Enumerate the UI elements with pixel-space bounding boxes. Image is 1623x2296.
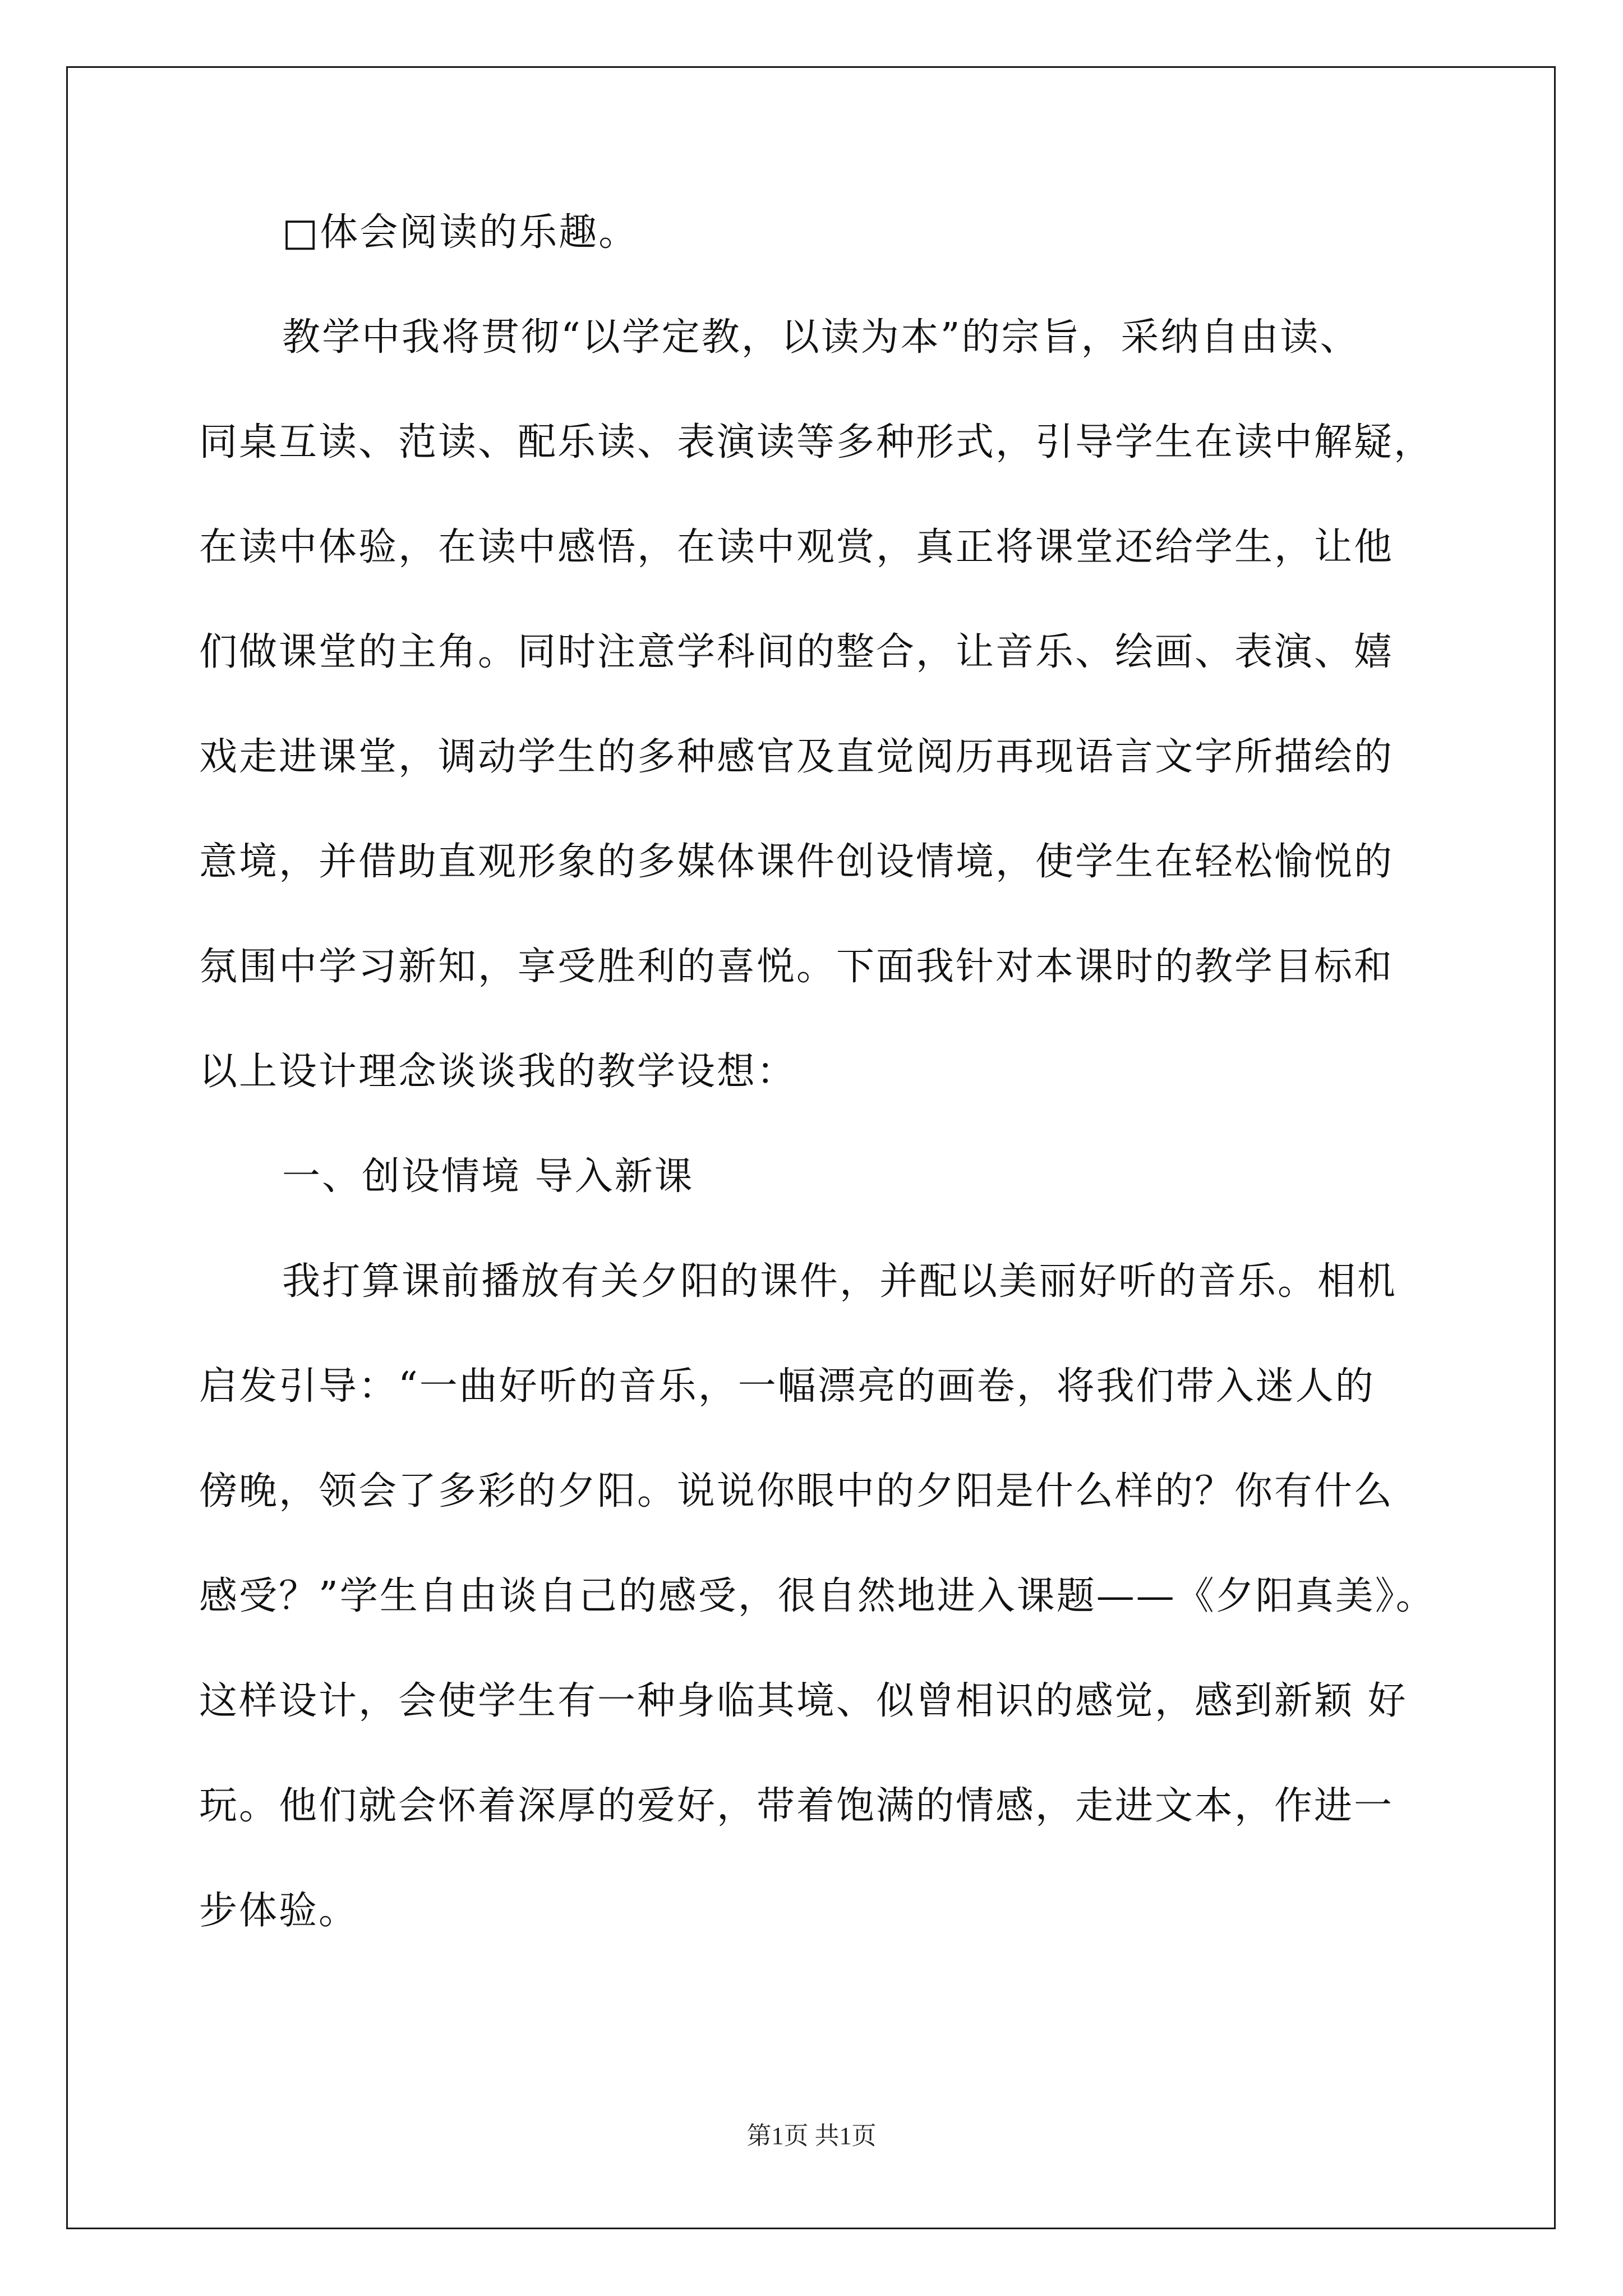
paragraph-line: 傍晚，领会了多彩的夕阳。说说你眼中的夕阳是什么样的？你有什么 [199,1469,1394,1513]
paragraph-line: 们做课堂的主角。同时注意学科间的整合，让音乐、绘画、表演、嬉 [199,630,1394,674]
paragraph-line: 戏走进课堂，调动学生的多种感官及直觉阅历再现语言文字所描绘的 [199,735,1394,779]
page-number: 第1页 共1页 [746,2122,877,2150]
paragraph-line: 在读中体验，在读中感悟，在读中观赏，真正将课堂还给学生，让他 [199,525,1394,569]
paragraph-line: 我打算课前播放有关夕阳的课件，并配以美丽好听的音乐。相机 [282,1259,1398,1304]
paragraph-line: 这样设计，会使学生有一种身临其境、似曾相识的感觉，感到新颖 好 [199,1679,1408,1723]
paragraph-line: 步体验。 [199,1889,359,1933]
section-heading: 一、创设情境 导入新课 [282,1154,694,1199]
paragraph-line: □体会阅读的乐趣。 [282,210,639,255]
paragraph-line: 启发引导：“一曲好听的音乐，一幅漂亮的画卷，将我们带入迷人的 [199,1364,1375,1409]
paragraph-line: 意境，并借助直观形象的多媒体课件创设情境，使学生在轻松愉悦的 [199,840,1394,884]
paragraph-line: 感受？”学生自由谈自己的感受，很自然地进入课题——《夕阳真美》。 [199,1574,1436,1618]
paragraph-line: 教学中我将贯彻“以学定教，以读为本”的宗旨，采纳自由读、 [282,315,1360,360]
paragraph-line: 以上设计理念谈谈我的教学设想： [199,1050,797,1094]
paragraph-line: 同桌互读、范读、配乐读、表演读等多种形式，引导学生在读中解疑， [199,420,1434,464]
paragraph-line: 氛围中学习新知，享受胜利的喜悦。下面我针对本课时的教学目标和 [199,945,1394,989]
paragraph-line: 玩。他们就会怀着深厚的爱好，带着饱满的情感，走进文本，作进一 [199,1784,1394,1828]
